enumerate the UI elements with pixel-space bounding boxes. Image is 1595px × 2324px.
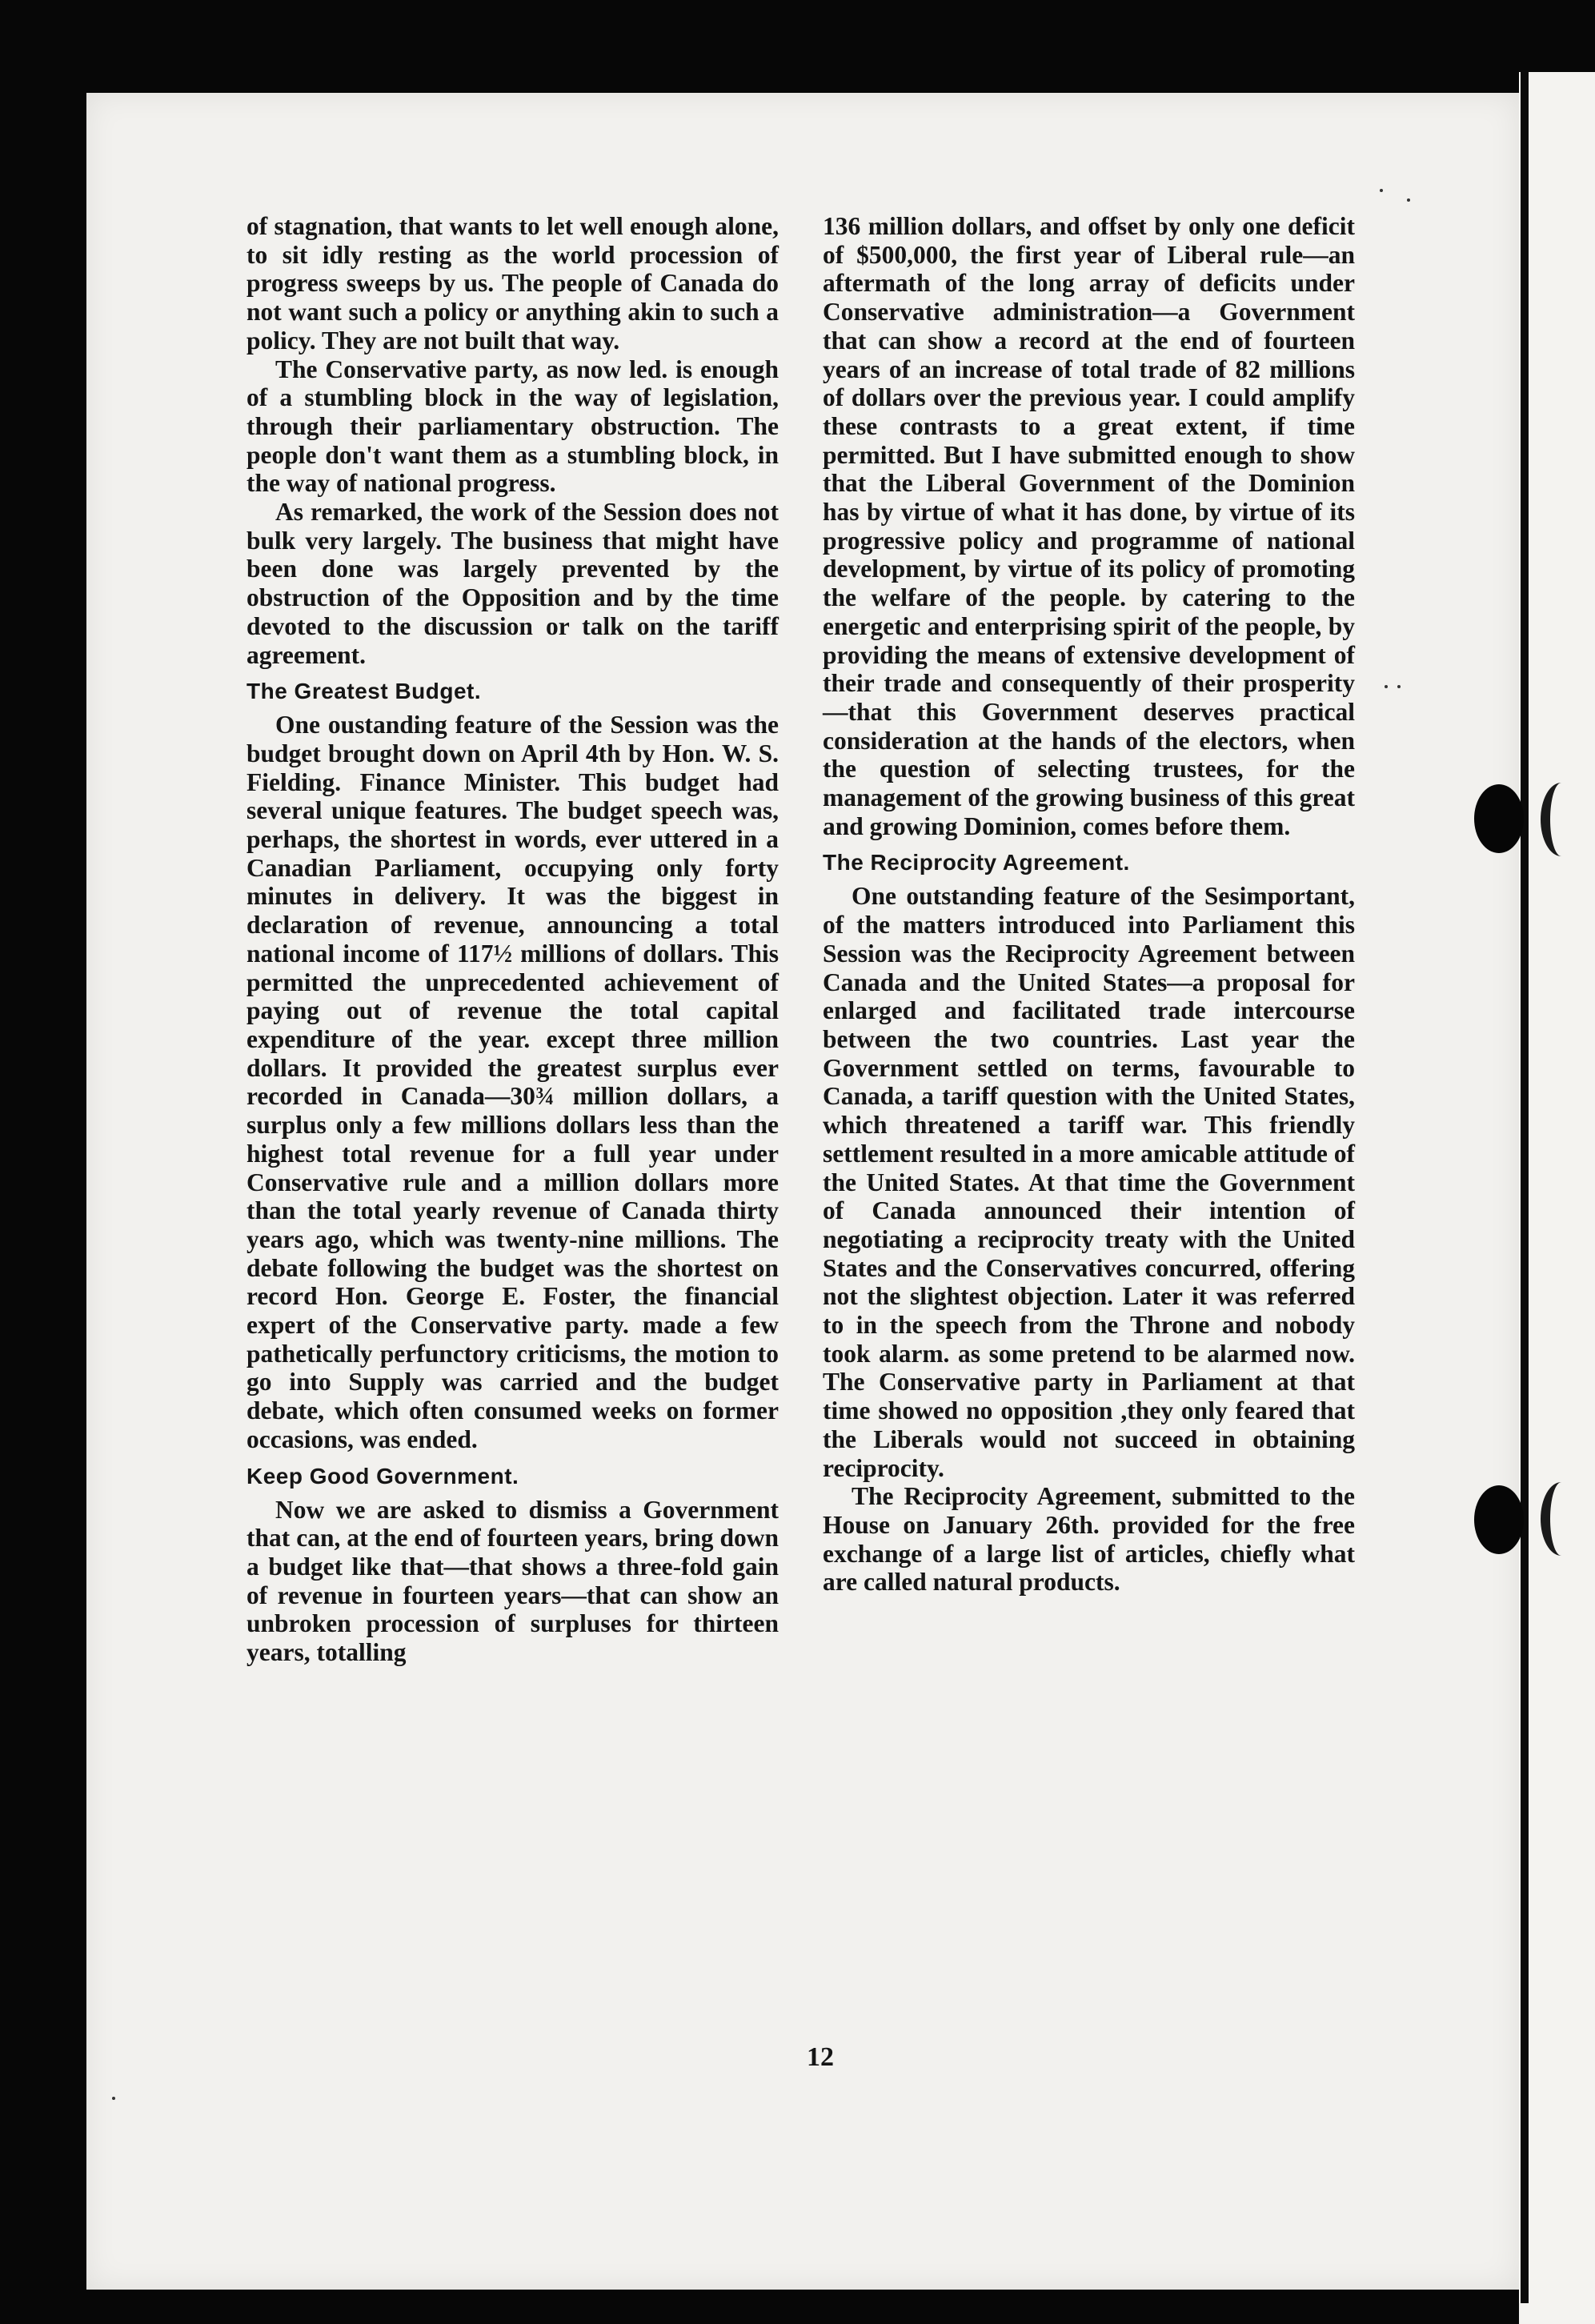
scan-speck xyxy=(1385,685,1388,688)
right-column xyxy=(823,212,1355,1597)
paragraph: As remarked, the work of the Session does not bulk very largely. The business that might have been done was largely prevented by the obstruction of the Opposition and by the time devoted to the discussion or talk on the tariff agreement. xyxy=(246,498,779,669)
section-heading: The Greatest Budget. xyxy=(246,679,482,704)
paragraph: 136 million dollars, and offset by only one deficit of $500,000, the first year of Liberal rule—an aftermath of the long array of deficits under Conservative administration—a Government that can show a record at the end of fourteen years of an increase of total trade of 82 millions of dollars over the previous year. I could amplify these contrasts to a great extent, if time permitted. But I have submitted enough to show that the Liberal Government of the Dominion has by virtue of what it has done, by virtue of its progressive policy and programme of national development, by virtue of its policy of promoting the welfare of the people. by catering to the energetic and enterprising spirit of the people, by providing the means of extensive development of their trade and consequently of their prosperity—that this Government deserves practical consideration at the hands of the electors, when the question of selecting trustees, for the management of the growing business of this great and growing Dominion, comes before them. xyxy=(823,212,1355,840)
punch-hole-upper-shadow xyxy=(1541,783,1582,856)
paragraph: One oustanding feature of the Session was the budget brought down on April 4th by Hon. W. S. Fielding. Finance Minister. This budget had several unique features. The budget speech was, perhaps, the shortest in words, ever uttered in a Canadian Parliament, occupying only forty minutes in delivery. It was the biggest in declaration of revenue, announcing a total national income of 117½ millions of dollars. This permitted the unprecedented achievement of paying out of revenue the total capital expenditure of the year. except three million dollars. It provided the greatest surplus ever recorded in Canada—30¾ million dollars, a surplus only a few millions dollars less than the highest total revenue for a full year under Conservative rule and a million dollars more than the total yearly revenue of Canada thirty years ago, which was twenty-nine millions. The debate following the budget was the shortest on record Hon. George E. Foster, the financial expert of the Conservative party. made a few pathetically perfunctory criticisms, the motion to go into Supply was carried and the budget debate, which often consumed weeks on former occasions, was ended. xyxy=(246,711,779,1453)
left-column xyxy=(246,212,779,1667)
scan-speck xyxy=(1407,198,1410,202)
scan-speck xyxy=(1380,189,1383,192)
punch-hole-upper xyxy=(1474,784,1524,853)
paragraph: One outstanding feature of the Sesimportant, of the matters introduced into Parliament this Session was the Reciprocity Agreement between Canada and the United States—a proposal for enlarged and facilitated trade intercourse between the two countries. Last year the Government settled on terms, favourable to Canada, a tariff question with the United States, which threatened a tariff war. This friendly settlement resulted in a more amicable attitude of the United States. At that time the Government of Canada announced their intention of negotiating a reciprocity treaty with the United States and the Conservatives concurred, offering not the slightest objection. Later it was referred to in the speech from the Throne and nobody took alarm. as some pretend to be alarmed now. The Conservative party in Parliament at that time showed no opposition ,they only feared that the Liberals would not succeed in obtaining reciprocity. xyxy=(823,882,1355,1482)
page-number: 12 xyxy=(807,2042,834,2072)
adjacent-page-edge xyxy=(1519,72,1595,2324)
paragraph: Now we are asked to dismiss a Government that can, at the end of fourteen years, bring down a budget like that—that shows a three-fold gain of revenue in fourteen years—that can show an unbroken procession of surpluses for thirteen years, totalling xyxy=(246,1495,779,1667)
paragraph: The Conservative party, as now led. is enough of a stumbling block in the way of legislation, through their parliamentary obstruction. The people don't want them as a stumbling block, in the way of national progress. xyxy=(246,355,779,498)
section-heading: The Reciprocity Agreement. xyxy=(823,850,1130,876)
paragraph: The Reciprocity Agreement, submitted to the House on January 26th. provided for the free exchange of a large list of articles, chiefly what are called natural products. xyxy=(823,1482,1355,1597)
punch-hole-lower-shadow xyxy=(1541,1482,1582,1556)
scan-speck xyxy=(112,2097,115,2100)
punch-hole-lower xyxy=(1474,1485,1524,1554)
scan-speck xyxy=(1397,685,1401,688)
binding-rule xyxy=(1521,70,1529,2303)
section-heading: Keep Good Government. xyxy=(246,1463,519,1489)
paragraph: of stagnation, that wants to let well enough alone, to sit idly resting as the world procession of progress sweeps by us. The people of Canada do not want such a policy or anything akin to such a policy. They are not built that way. xyxy=(246,212,779,355)
